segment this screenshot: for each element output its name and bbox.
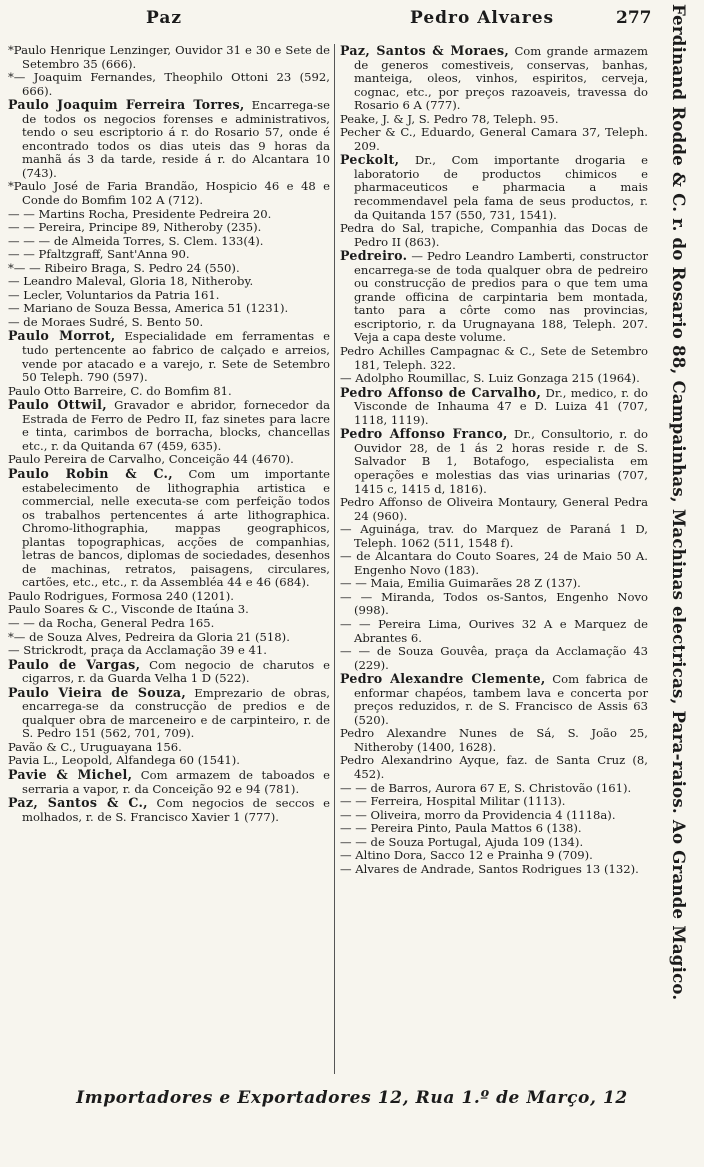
- directory-entry: [8, 754, 330, 768]
- entry-name: Pedro Affonso de Carvalho,: [340, 384, 542, 400]
- entry-text: Pavia L., Leopold, Alfandega 60 (1541).: [8, 753, 240, 768]
- entry-text: Especialidade em ferramentas e tudo pertencente ao fabrico de calçado e arreios, vende por atacado e a varejo, r. Sete de Setembro 50 Teleph. 790 (597).: [22, 329, 330, 385]
- entry-text: *— Joaquim Fernandes, Theophilo Ottoni 23 (592, 666).: [8, 70, 330, 98]
- directory-entry: [8, 302, 330, 316]
- directory-entry: [340, 222, 648, 249]
- entry-text: — — — de Almeida Torres, S. Clem. 133(4).: [8, 233, 264, 248]
- directory-entry: [340, 863, 648, 877]
- footer-advertisement: Importadores e Exportadores 12, Rua 1.º de Março, 12: [76, 1088, 628, 1108]
- entry-text: Com negocio de charutos e cigarros, r. da Guarda Velha 1 D (522).: [22, 657, 330, 686]
- directory-entry: [8, 467, 330, 590]
- entry-name: Paz, Santos & Moraes,: [340, 43, 510, 58]
- entry-text: — — de Barros, Aurora 67 E, S. Christovão (161).: [340, 780, 632, 795]
- entry-text: — Pedro Leandro Lamberti, constructor encarrega-se de toda qualquer obra de pedreiro ou construcção de predios para o que tem uma grande officina de carpintaria bem montada, tanto para a côrte como nas provincias, escriptorio, r. da Urugnayana 188, Teleph. 207. Veja a capa deste volume.: [354, 249, 648, 345]
- entry-text: — — de Souza Gouvêa, praça da Acclamação 43 (229).: [340, 644, 648, 672]
- entry-name: Pedreiro.: [340, 248, 408, 264]
- entry-text: — — Oliveira, morro da Providencia 4 (1118a).: [340, 807, 616, 822]
- directory-entry: [8, 385, 330, 399]
- entry-text: — — Pfaltzgraff, Sant'Anna 90.: [8, 247, 190, 262]
- directory-entry: [340, 249, 648, 345]
- directory-entry: [340, 577, 648, 591]
- directory-entry: [8, 208, 330, 222]
- directory-entry: [340, 153, 648, 222]
- entry-text: — Altino Dora, Sacco 12 e Prainha 9 (709).: [340, 848, 593, 863]
- directory-entry: [8, 44, 330, 71]
- entry-text: — Lecler, Voluntarios da Patria 161.: [8, 287, 220, 302]
- directory-entry: [340, 672, 648, 727]
- entry-text: — — Pereira Lima, Ourives 32 A e Marquez de Abrantes 6.: [340, 616, 648, 645]
- directory-entry: [8, 590, 330, 604]
- directory-entry: [340, 44, 648, 113]
- entry-text: — — Pereira Pinto, Paula Mattos 6 (138).: [340, 821, 582, 836]
- directory-entry: [340, 618, 648, 645]
- directory-entry: [8, 453, 330, 467]
- entry-text: Paulo Otto Barreire, C. do Bomfim 81.: [8, 383, 232, 398]
- directory-entry: [340, 345, 648, 372]
- entry-text: — Aguinága, trav. do Marquez de Paraná 1 D, Teleph. 1062 (511, 1548 f).: [340, 522, 648, 550]
- directory-entry: [8, 235, 330, 249]
- entry-text: Dr., Com importante drogaria e laboratorio de productos chimicos e pharmaceuticos e pharmacia a mais recommendavel pela fama de seus productos, r. da Quitanda 157 (550, 731, 1541).: [354, 153, 648, 222]
- entry-name: Paulo Ottwil,: [8, 397, 107, 413]
- directory-entry: [8, 329, 330, 384]
- left-column: [8, 44, 330, 824]
- entry-text: *— de Souza Alves, Pedreira da Gloria 21 (518).: [8, 629, 290, 644]
- directory-entry: [8, 71, 330, 98]
- entry-name: Paulo Vieira de Souza,: [8, 684, 187, 700]
- directory-entry: [8, 796, 330, 824]
- entry-text: Paulo Rodrigues, Formosa 240 (1201).: [8, 588, 234, 603]
- entry-text: Dr., Consultorio, r. do Ouvidor 28, de 1 ás 2 horas reside r. de S. Salvador B 1, Botafogo, especialista em operações e molestias das vias urinarias (707, 1415 c, 1415 d, 1816).: [354, 427, 649, 496]
- entry-text: — — da Rocha, General Pedra 165.: [8, 615, 215, 630]
- entry-text: Paulo Pereira de Carvalho, Conceição 44 (4670).: [8, 452, 294, 467]
- directory-entry: [8, 603, 330, 617]
- directory-entry: [8, 316, 330, 330]
- directory-entry: [340, 523, 648, 550]
- entry-text: Emprezario de obras, encarrega-se da construcção de predios e de qualquer obra de marceneiro e de carpinteiro, r. de S. Pedro 151 (562, 701, 709).: [22, 685, 330, 741]
- entry-text: Pedro Alexandre Nunes de Sá, S. João 25, Nitheroby (1400, 1628).: [340, 726, 648, 754]
- entry-text: Com um importante estabelecimento de lithographia artistica e commercial, nelle executa-se com perfeição todos os trabalhos pertencentes á arte lithographica. Chromo-lithographia, mappas geographicos, plantas topographicas, acções de companhias, letras de bancos, diplomas de sociedades, desenhos de machinas, retratos, paisagens, circulares, cartões, etc., etc., r. da Assembléa 44 e 46 (684).: [22, 466, 330, 590]
- directory-entry: [340, 727, 648, 754]
- directory-entry: [340, 782, 648, 796]
- directory-entry: [8, 658, 330, 686]
- directory-entry: [8, 262, 330, 276]
- entry-text: Com grande armazem de generos comestiveis, conservas, banhas, manteiga, oleos, vinhos, espiritos, cerveja, cognac, etc., por preços razoaveis, travessa do Rosario 6 A (777).: [354, 44, 648, 113]
- entry-text: *— — Ribeiro Braga, S. Pedro 24 (550).: [8, 260, 240, 275]
- directory-entry: [8, 631, 330, 645]
- entry-text: Com armazem de taboados e serraria a vapor, r. da Conceição 92 e 94 (781).: [22, 767, 330, 796]
- entry-text: *Paulo José de Faria Brandão, Hospicio 46 e 48 e Conde do Bomfim 102 A (712).: [8, 179, 330, 208]
- entry-text: — Mariano de Souza Bessa, America 51 (1231).: [8, 301, 289, 316]
- entry-text: — — Miranda, Todos os-Santos, Engenho Novo (998).: [340, 589, 648, 618]
- entry-name: Pedro Alexandre Clemente,: [340, 671, 546, 687]
- right-column: [340, 44, 648, 876]
- directory-entry: [340, 645, 648, 672]
- entry-name: Paulo de Vargas,: [8, 656, 141, 672]
- entry-text: Pedro Alexandrino Ayque, faz. de Santa Cruz (8, 452).: [340, 753, 648, 781]
- directory-entry: [8, 289, 330, 303]
- entry-text: — — Ferreira, Hospital Militar (1113).: [340, 794, 566, 809]
- entry-name: Pedro Affonso Franco,: [340, 426, 508, 442]
- entry-text: Peake, J. & J, S. Pedro 78, Teleph. 95.: [340, 111, 559, 126]
- directory-entry: [340, 550, 648, 577]
- directory-entry: [340, 795, 648, 809]
- side-advertisement: [656, 4, 704, 1084]
- directory-entry: [8, 221, 330, 235]
- entry-name: Pavie & Michel,: [8, 766, 133, 782]
- entry-name: Peckolt,: [340, 152, 400, 168]
- directory-entry: [340, 113, 648, 127]
- entry-text: — — Maia, Emilia Guimarães 28 Z (137).: [340, 576, 581, 591]
- directory-entry: [8, 98, 330, 180]
- directory-entry: [8, 398, 330, 453]
- directory-entry: [8, 741, 330, 755]
- directory-entry: [8, 686, 330, 741]
- directory-entry: [340, 754, 648, 781]
- entry-text: — de Alcantara do Couto Soares, 24 de Maio 50 A. Engenho Novo (183).: [340, 549, 648, 577]
- entry-text: — — Martins Rocha, Presidente Pedreira 20.: [8, 206, 272, 221]
- entry-text: Com negocios de seccos e molhados, r. de S. Francisco Xavier 1 (777).: [22, 796, 330, 824]
- entry-text: — Leandro Maleval, Gloria 18, Nitheroby.: [8, 274, 254, 289]
- entry-name: Paulo Joaquim Ferreira Torres,: [8, 97, 245, 113]
- directory-entry: [340, 386, 648, 428]
- running-head-left: Paz: [146, 8, 182, 28]
- directory-entry: [8, 617, 330, 631]
- entry-text: Gravador e abridor, fornecedor da Estrada de Ferro de Pedro II, faz sinetes para lacre e tinta, carimbos de borracha, blocks, chancellas etc., r. da Quitanda 67 (459, 635).: [22, 398, 330, 453]
- directory-entry: [340, 849, 648, 863]
- directory-entry: [340, 126, 648, 153]
- side-advertisement-text: Ferdinand Rodde & C. r. do Rosario 88, Campainhas, Machinas electricas, Para-raios. Ao Grande Magico.: [669, 4, 689, 1001]
- entry-text: — — de Souza Portugal, Ajuda 109 (134).: [340, 834, 584, 849]
- entry-text: Encarrega-se de todos os negocios forenses e administrativos, tendo o seu escriptorio á r. do Rosario 57, onde é encontrado todos os dias uteis das 9 horas da manhã ás 3 da tarde, reside á r. do Alcantara 10 (743).: [22, 98, 330, 180]
- directory-entry: [340, 822, 648, 836]
- entry-text: *Paulo Henrique Lenzinger, Ouvidor 31 e 30 e Sete de Setembro 35 (666).: [8, 43, 330, 71]
- entry-text: Pavão & C., Uruguayana 156.: [8, 739, 182, 754]
- entry-text: — Adolpho Roumillac, S. Luiz Gonzaga 215 (1964).: [340, 371, 640, 386]
- directory-entry: [340, 372, 648, 386]
- directory-entry: [340, 427, 648, 496]
- running-head-center: Pedro Alvares: [410, 8, 555, 28]
- entry-text: Pedro Affonso de Oliveira Montaury, General Pedra 24 (960).: [340, 495, 648, 523]
- entry-text: Pedra do Sal, trapiche, Companhia das Docas de Pedro II (863).: [340, 221, 648, 249]
- entry-text: Paulo Soares & C., Visconde de Itaúna 3.: [8, 602, 249, 617]
- directory-entry: [8, 644, 330, 658]
- directory-entry: [340, 836, 648, 850]
- entry-text: — Alvares de Andrade, Santos Rodrigues 13 (132).: [340, 861, 639, 876]
- directory-entry: [8, 768, 330, 796]
- page-number: 277: [616, 8, 652, 28]
- entry-name: Paulo Robin & C.,: [8, 465, 173, 481]
- directory-entry: [340, 496, 648, 523]
- directory-entry: [8, 275, 330, 289]
- directory-entry: [340, 809, 648, 823]
- entry-name: Paz, Santos & C.,: [8, 795, 148, 811]
- page-header: [0, 8, 650, 32]
- entry-text: Dr., medico, r. do Visconde de Inhauma 47 e D. Luiza 41 (707, 1118, 1119).: [354, 385, 648, 427]
- entry-text: Pecher & C., Eduardo, General Camara 37, Teleph. 209.: [340, 125, 648, 153]
- entry-text: Pedro Achilles Campagnac & C., Sete de Setembro 181, Teleph. 322.: [340, 344, 648, 372]
- entry-name: Paulo Morrot,: [8, 328, 116, 344]
- entry-text: — de Moraes Sudré, S. Bento 50.: [8, 314, 204, 329]
- entry-text: — Strickrodt, praça da Acclamação 39 e 41.: [8, 643, 267, 658]
- directory-entry: [340, 591, 648, 618]
- directory-entry: [8, 180, 330, 207]
- entry-text: Com fabrica de enformar chapéos, tambem lava e concerta por preços reduzidos, r. de S. Francisco de Assis 63 (520).: [354, 672, 648, 727]
- directory-entry: [8, 248, 330, 262]
- column-divider: [334, 44, 335, 1074]
- entry-text: — — Pereira, Principe 89, Nitheroby (235).: [8, 220, 262, 235]
